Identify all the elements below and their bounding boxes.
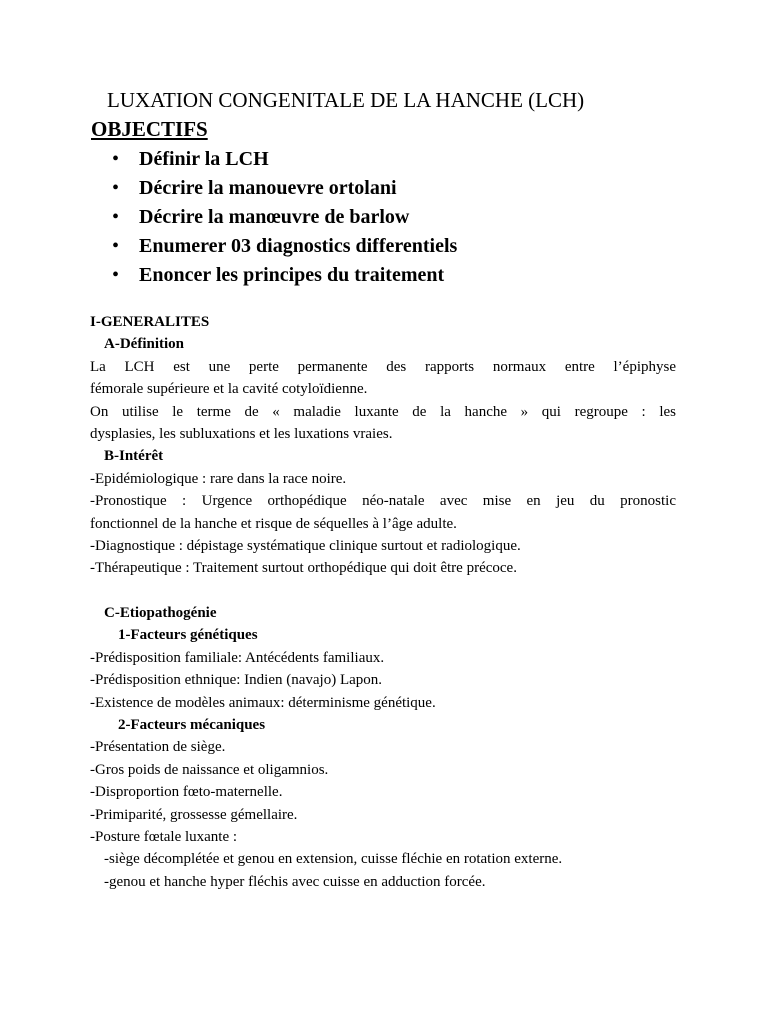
paragraph-line: -Existence de modèles animaux: déterminisme génétique. (90, 694, 436, 711)
subsection-heading-interet: B-Intérêt (104, 448, 164, 465)
paragraph-line: -Disproportion fœto-maternelle. (90, 784, 283, 801)
objective-text: Décrire la manœuvre de barlow (139, 206, 410, 228)
paragraph-line: dysplasies, les subluxations et les luxations vraies. (90, 426, 393, 443)
paragraph-line: fonctionnel de la hanche et risque de séquelles à l’âge adulte. (90, 515, 457, 532)
document-title: LUXATION CONGENITALE DE LA HANCHE (LCH) (107, 88, 585, 112)
objectives-heading: OBJECTIFS (91, 117, 208, 141)
paragraph-line: -Epidémiologique : rare dans la race noire. (90, 470, 347, 487)
paragraph-line: -Primiparité, grossesse gémellaire. (90, 806, 298, 823)
objective-text: Enumerer 03 diagnostics differentiels (139, 235, 458, 257)
paragraph-line: -Posture fœtale luxante : (90, 829, 238, 846)
bullet-icon: • (112, 177, 120, 199)
subsection-heading-mecaniques: 2-Facteurs mécaniques (118, 717, 266, 734)
paragraph-line: On utilise le terme de « maladie luxante de la hanche » qui regroupe : les (90, 403, 676, 420)
objective-text: Définir la LCH (139, 148, 269, 170)
bullet-icon: • (112, 235, 120, 257)
paragraph-line: -Présentation de siège. (90, 739, 226, 756)
bullet-icon: • (112, 206, 120, 228)
paragraph-line: -Thérapeutique : Traitement surtout orthopédique qui doit être précoce. (90, 560, 517, 577)
etiopathogenie-section (90, 602, 676, 893)
bullet-icon: • (112, 264, 120, 286)
paragraph-line: fémorale supérieure et la cavité cotyloïdienne. (90, 381, 368, 398)
subsection-heading-definition: A-Définition (104, 336, 184, 353)
paragraph-line: -Prédisposition familiale: Antécédents familiaux. (90, 649, 385, 666)
section-heading: I-GENERALITES (90, 314, 210, 330)
paragraph-line: -Gros poids de naissance et oligamnios. (90, 761, 329, 778)
objective-text: Enoncer les principes du traitement (139, 264, 445, 286)
paragraph-line: -Diagnostique : dépistage systématique clinique surtout et radiologique. (90, 538, 521, 555)
paragraph-line: -Pronostique : Urgence orthopédique néo-natale avec mise en jeu du pronostic (90, 493, 676, 510)
paragraph-line: -Prédisposition ethnique: Indien (navajo) Lapon. (90, 672, 383, 689)
paragraph-subline: -genou et hanche hyper fléchis avec cuisse en adduction forcée. (104, 873, 486, 890)
paragraph-line: La LCH est une perte permanente des rapports normaux entre l’épiphyse (90, 358, 676, 375)
generalites-section (90, 311, 676, 580)
subsection-heading-etiopathogenie: C-Etiopathogénie (104, 605, 217, 621)
bullet-icon: • (112, 148, 120, 170)
subsection-heading-genetiques: 1-Facteurs génétiques (118, 627, 258, 644)
objective-text: Décrire la manouevre ortolani (139, 177, 397, 199)
paragraph-subline: -siège décomplétée et genou en extension, cuisse fléchie en rotation externe. (104, 851, 563, 868)
